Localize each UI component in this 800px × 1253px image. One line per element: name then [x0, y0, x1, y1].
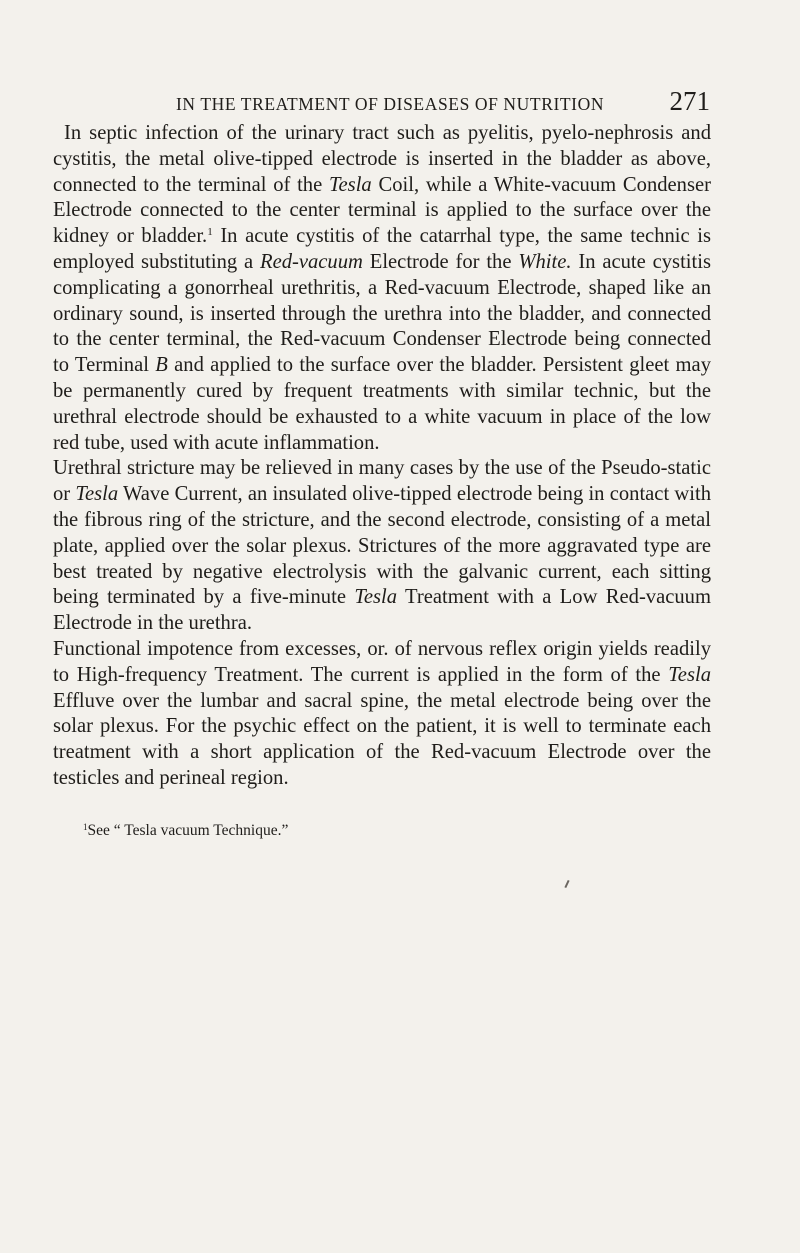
footnote-text: See “ Tesla vacuum Technique.” — [87, 822, 289, 839]
footnote-marker: 1 — [83, 822, 88, 832]
paragraph-septic-infection: In septic infection of the urinary tract such as pyelitis, pyelo-nephrosis and cystitis, the metal olive-tipped electrode is inserted in the bladder as above, connected to the terminal of the Tesla Coil, while a White-vacuum Condenser Electrode connected to the center terminal is applied to the surface over the kidney or bladder.$^1$ In acute cystitis of the catarrhal type, the same technic is employed substituting a Red-vacuum Electrode for the White. In acute cystitis complicating a gonorrheal urethritis, a Red-vacuum Electrode, shaped like an ordinary sound, is inserted through the urethra into the bladder, and connected to the center terminal, the Red-vacuum Condenser Electrode being connected to Terminal B and applied to the surface over the bladder. Persistent gleet may be permanently cured by frequent treatments with similar technic, but the urethral electrode should be exhausted to a white vacuum in place of the low red tube, used with acute inflammation. — [53, 122, 712, 454]
running-title: IN THE TREATMENT OF DISEASES OF NUTRITION — [176, 94, 605, 114]
footnote-reference: 1 — [207, 226, 213, 239]
footnote — [83, 822, 288, 840]
body-text — [53, 121, 711, 792]
paragraph-functional-impotence: Functional impotence from excesses, or. of nervous reflex origin yields readily to High-frequency Treatment. The current is applied in the form of the Tesla Effluve over the lumbar and sacral spine, the metal electrode being over the solar plexus. For the psychic effect on the patient, it is well to terminate each treatment with a short application of the Red-vacuum Electrode over the testicles and perineal region. — [53, 637, 711, 789]
page-number: 271 — [669, 86, 710, 116]
running-head — [88, 86, 710, 120]
print-blemish — [564, 880, 569, 888]
paragraph-urethral-stricture: Urethral stricture may be relieved in many cases by the use of the Pseudo-static or Tesla Wave Current, an insulated olive-tipped electrode being in contact with the fibrous ring of the stricture, and the second electrode, consisting of a metal plate, applied over the solar plexus. Strictures of the more aggravated type are best treated by negative electrolysis with the galvanic current, each sitting being terminated by a five-minute Tesla Treatment with a Low Red-vacuum Electrode in the urethra. — [53, 457, 711, 635]
